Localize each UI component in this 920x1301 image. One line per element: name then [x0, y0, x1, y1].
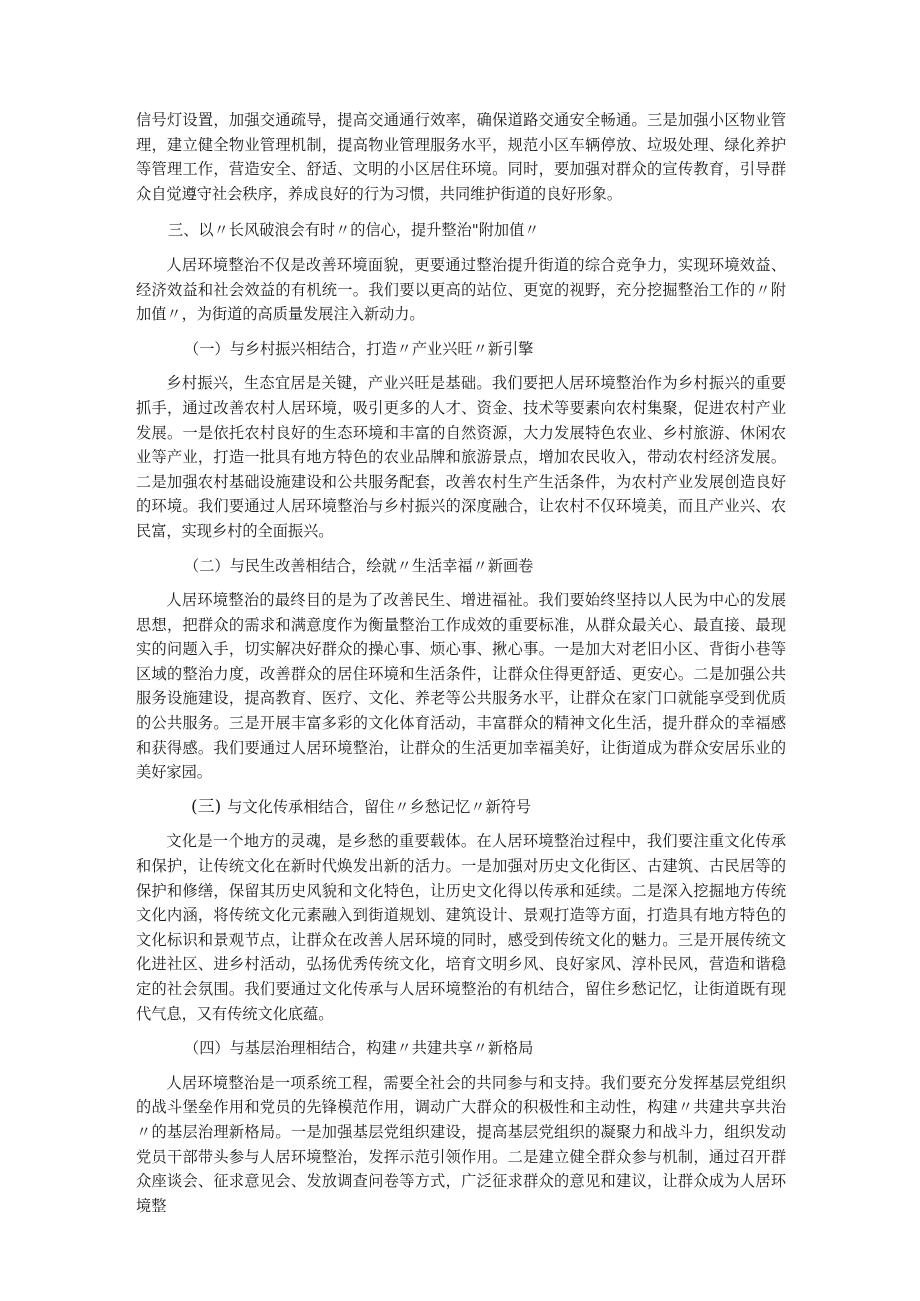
paragraph-sub-2: 人居环境整治的最终目的是为了改善民生、增进福祉。我们要始终坚持以人民为中心的发展思想，把群众的需求和满意度作为衡量整治工作成效的重要标准，从群众最关心、最直接、最现实的问题入手，切实解决好群众的操心事、烦心事、揪心事。一是加大对老旧小区、背街小巷等区域的整治力度，改善群众的居住环境和生活条件，让群众住得更舒适、更安心。二是加强公共服务设施建设，提高教育、医疗、文化、养老等公共服务水平，让群众在家门口就能享受到优质的公共服务。三是开展丰富多彩的文化体育活动，丰富群众的精神文化生活，提升群众的幸福感和获得感。我们要通过人居环境整治，让群众的生活更加幸福美好，让街道成为群众安居乐业的美好家园。 [136, 591, 786, 782]
section-heading-3: 三、以〃长风破浪会有时〃的信心，提升整治"附加值〃 [168, 221, 540, 240]
paragraph-sub-3: 文化是一个地方的灵魂，是乡愁的重要载体。在人居环境整治过程中，我们要注重文化传承和保护，让传统文化在新时代焕发出新的活力。一是加强对历史文化街区、古建筑、古民居等的保护和修缮，保留其历史风貌和文化特色，让历史文化得以传承和延续。二是深入挖掘地方传统文化内涵，将传统文化元素融入到街道规划、建筑设计、景观打造等方面，打造具有地方特色的文化标识和景观节点，让群众在改善人居环境的同时，感受到传统文化的魅力。三是开展传统文化进社区、进乡村活动，弘扬优秀传统文化，培育文明乡风、良好家风、淳朴民风，营造和谐稳定的社会氛围。我们要通过文化传承与人居环境整治的有机结合，留住乡愁记忆，让街道既有现代气息，又有传统文化底蕴。 [136, 832, 786, 1023]
subheading-3 [136, 795, 786, 820]
subheading-3-number: (三) [191, 796, 222, 817]
subheading-4: （四）与基层治理相结合，构建〃共建共享〃新格局 [184, 1039, 534, 1058]
paragraph-sub-4: 人居环境整治是一项系统工程，需要全社会的共同参与和支持。我们要充分发挥基层党组织的战斗堡垒作用和党员的先锋模范作用，调动广大群众的积极性和主动性，构建〃共建共享共治〃的基层治理新格局。一是加强基层党组织建设，提高基层党组织的凝聚力和战斗力，组织发动党员干部带头参与人居环境整治，发挥示范引领作用。二是建立健全群众参与机制，通过召开群众座谈会、征求意见会、发放调查问卷等方式，广泛征求群众的意见和建议，让群众成为人居环境整 [136, 1073, 786, 1215]
subheading-1: （一）与乡村振兴相结合，打造〃产业兴旺〃新引擎 [184, 339, 534, 358]
paragraph-intro: 信号灯设置，加强交通疏导，提高交通通行效率，确保道路交通安全畅通。三是加强小区物业管理，建立健全物业管理机制，提高物业管理服务水平，规范小区车辆停放、垃圾处理、绿化养护等管理工作，营造安全、舒适、文明的小区居住环境。同时，要加强对群众的宣传教育，引导群众自觉遵守社会秩序，养成良好的行为习惯，共同维护街道的良好形象。 [136, 111, 786, 203]
paragraph-section-3: 人居环境整治不仅是改善环境面貌，更要通过整治提升街道的综合竞争力，实现环境效益、经济效益和社会效益的有机统一。我们要以更高的站位、更宽的视野，充分挖掘整治工作的〃附加值〃，为街道的高质量发展注入新动力。 [136, 255, 786, 324]
document-page [136, 108, 786, 1218]
paragraph-sub-1: 乡村振兴，生态宜居是关键，产业兴旺是基础。我们要把人居环境整治作为乡村振兴的重要抓手，通过改善农村人居环境，吸引更多的人才、资金、技术等要素向农村集聚，促进农村产业发展。一是依托农村良好的生态环境和丰富的自然资源，大力发展特色农业、乡村旅游、休闲农业等产业，打造一批具有地方特色的农业品牌和旅游景点，增加农民收入，带动农村经济发展。二是加强农村基础设施建设和公共服务配套，改善农村生产生活条件，为农村产业发展创造良好的环境。我们要通过人居环境整治与乡村振兴的深度融合，让农村不仅环境美，而且产业兴、农民富，实现乡村的全面振兴。 [136, 374, 786, 540]
subheading-2: （二）与民生改善相结合，绘就〃生活幸福〃新画卷 [184, 556, 534, 575]
subheading-3-text: 与文化传承相结合，留住〃乡愁记忆〃新符号 [227, 797, 532, 816]
